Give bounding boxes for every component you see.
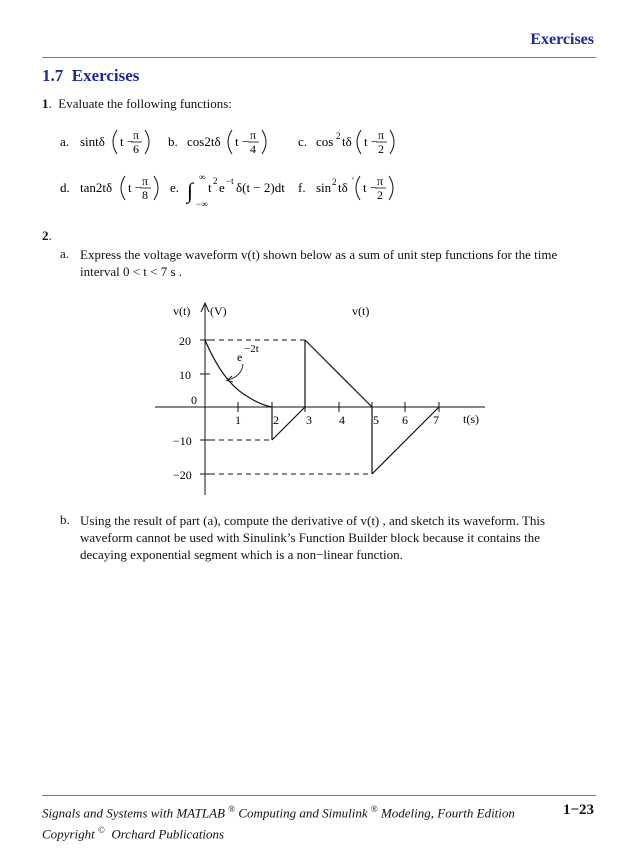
x-tick-7: 7 bbox=[433, 413, 439, 427]
svg-text:tδ: tδ bbox=[342, 134, 352, 149]
svg-text:t: t bbox=[208, 180, 212, 195]
footer-book-title: Signals and Systems with MATLAB ® Computing and Simulink ® Modeling, Fourth Edition bbox=[42, 804, 515, 821]
item-c-expr: cos bbox=[316, 134, 334, 149]
section-number: 1.7 bbox=[42, 66, 64, 85]
y-axis-unit: (V) bbox=[210, 304, 227, 318]
footer-copyright: Copyright © Orchard Publications bbox=[42, 825, 225, 842]
svg-text:2: 2 bbox=[213, 176, 218, 186]
annotation-exponent: −2t bbox=[244, 343, 259, 355]
exercise-2b-text: Using the result of part (a), compute the derivative of v(t) , and sketch its waveform. This waveform cannot be used with Sinulink’s Function Builder block because it contains the decaying exponential segment which is a non−linear function. bbox=[80, 513, 546, 562]
svg-text:δ(t − 2)dt: δ(t − 2)dt bbox=[236, 180, 285, 195]
svg-text:2: 2 bbox=[377, 188, 383, 202]
y-tick-minus-10: −10 bbox=[173, 434, 192, 448]
exercise-1-formulas bbox=[0, 118, 638, 218]
svg-text:8: 8 bbox=[142, 188, 148, 202]
svg-text:∞: ∞ bbox=[199, 172, 206, 182]
x-axis-label: t(s) bbox=[463, 412, 479, 426]
exercise-2b-label: b. bbox=[60, 512, 70, 527]
svg-text:′: ′ bbox=[352, 176, 354, 186]
svg-text:2: 2 bbox=[378, 142, 384, 156]
item-c-label: c. bbox=[298, 134, 308, 149]
svg-text:6: 6 bbox=[133, 142, 139, 156]
svg-text:π: π bbox=[378, 128, 385, 142]
exercise-2a-label: a. bbox=[60, 246, 70, 261]
item-b-label: b. bbox=[168, 134, 178, 149]
svg-text:−t: −t bbox=[226, 176, 234, 186]
item-a-expr: sintδ bbox=[80, 134, 105, 149]
svg-text:t −: t − bbox=[120, 134, 135, 149]
ramp-3-to-5 bbox=[305, 340, 372, 407]
x-tick-4: 4 bbox=[339, 413, 345, 427]
item-f-expr: sin bbox=[316, 180, 332, 195]
exercise-1-prompt: 1. Evaluate the following functions: bbox=[42, 96, 232, 111]
annotation-e: e bbox=[237, 350, 243, 364]
svg-text:t −: t − bbox=[128, 180, 143, 195]
item-e-label: e. bbox=[170, 180, 180, 195]
item-a-label: a. bbox=[60, 134, 70, 149]
svg-text:tδ: tδ bbox=[338, 180, 348, 195]
figure-title: v(t) bbox=[352, 304, 370, 318]
item-f-label: f. bbox=[298, 180, 306, 195]
x-tick-2: 2 bbox=[273, 413, 279, 427]
section-title bbox=[42, 66, 139, 86]
section-heading: Exercises bbox=[71, 66, 140, 85]
exercise-1-number: 1 bbox=[42, 96, 49, 111]
exercise-2-number: 2. bbox=[42, 228, 52, 243]
item-b-expr: cos2tδ bbox=[187, 134, 221, 149]
running-header: Exercises bbox=[530, 31, 594, 48]
voltage-waveform-figure bbox=[140, 300, 500, 500]
y-tick-0: 0 bbox=[191, 393, 197, 407]
item-d-label: d. bbox=[60, 180, 70, 195]
footer-rule bbox=[42, 795, 596, 796]
svg-text:π: π bbox=[142, 174, 149, 188]
svg-text:2: 2 bbox=[336, 131, 341, 141]
header-rule bbox=[42, 57, 596, 58]
svg-text:t −: t − bbox=[235, 134, 250, 149]
y-tick-minus-20: −20 bbox=[173, 468, 192, 482]
y-axis-label: v(t) bbox=[173, 304, 191, 318]
svg-text:4: 4 bbox=[250, 142, 256, 156]
x-tick-6: 6 bbox=[402, 413, 408, 427]
item-e-expr: ∫ bbox=[187, 178, 194, 203]
x-tick-1: 1 bbox=[235, 413, 241, 427]
page-number: 1−23 bbox=[562, 802, 594, 818]
y-tick-20: 20 bbox=[179, 334, 191, 348]
exercise-2a-text: Express the voltage waveform v(t) shown below as a sum of unit step functions for the time interval 0 < t < 7 s . bbox=[80, 247, 558, 279]
svg-text:t −: t − bbox=[364, 134, 379, 149]
svg-text:π: π bbox=[377, 174, 384, 188]
svg-text:π: π bbox=[133, 128, 140, 142]
item-d-expr: tan2tδ bbox=[80, 180, 113, 195]
svg-text:π: π bbox=[250, 128, 257, 142]
exercise-1-text: Evaluate the following functions: bbox=[58, 96, 232, 111]
svg-text:e: e bbox=[219, 180, 225, 195]
x-tick-5: 5 bbox=[373, 413, 379, 427]
svg-text:−∞: −∞ bbox=[196, 199, 208, 209]
svg-text:2: 2 bbox=[332, 177, 337, 187]
x-tick-3: 3 bbox=[306, 413, 312, 427]
svg-text:t −: t − bbox=[363, 180, 378, 195]
y-tick-10: 10 bbox=[179, 368, 191, 382]
